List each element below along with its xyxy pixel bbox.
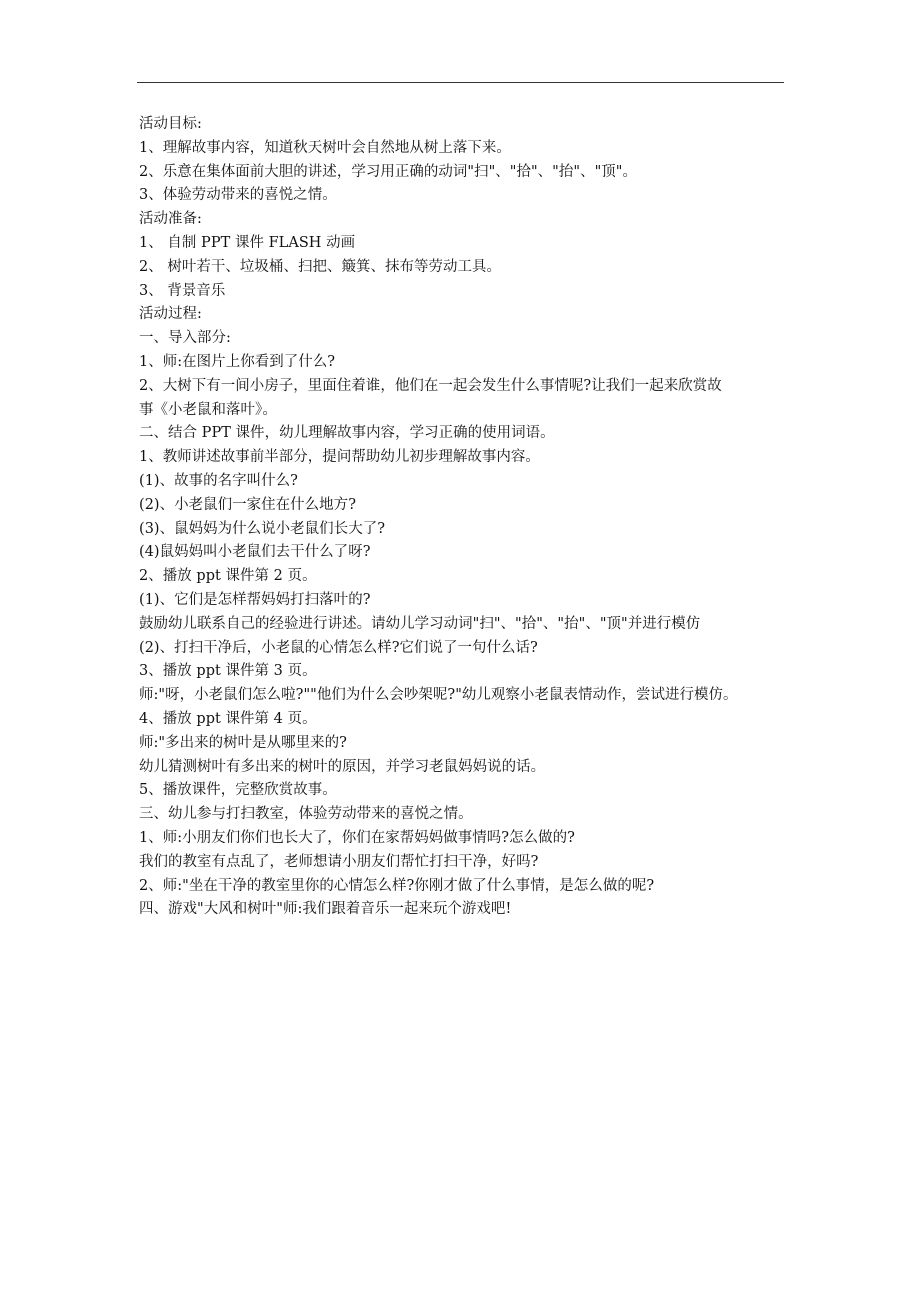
text-line: (2)、打扫干净后，小老鼠的心情怎么样?它们说了一句什么话? [139, 639, 538, 656]
header-rule [137, 82, 784, 83]
text-line: 1、师:在图片上你看到了什么? [139, 353, 336, 370]
text-line: 3、播放 ppt 课件第 3 页。 [139, 663, 317, 680]
text-line: 5、播放课件，完整欣赏故事。 [139, 782, 337, 799]
text-line: 三、幼儿参与打扫教室，体验劳动带来的喜悦之情。 [139, 806, 473, 823]
text-line: 活动准备: [139, 211, 202, 228]
text-line: 活动目标: [139, 116, 202, 132]
text-line: 二、结合 PPT 课件，幼儿理解故事内容，学习正确的使用词语。 [139, 425, 555, 442]
text-line: 1、理解故事内容，知道秋天树叶会自然地从树上落下来。 [139, 139, 511, 156]
text-line: 2、师:"坐在干净的教室里你的心情怎么样?你刚才做了什么事情，是怎么做的呢? [139, 877, 655, 894]
text-line: 活动过程: [139, 306, 202, 323]
text-line: 2、乐意在集体面前大胆的讲述，学习用正确的动词"扫"、"拾"、"抬"、"顶"。 [139, 163, 637, 180]
text-line: 1、教师讲述故事前半部分，提问帮助幼儿初步理解故事内容。 [139, 449, 540, 466]
text-line: (1)、它们是怎样帮妈妈打扫落叶的? [139, 591, 371, 608]
text-line: 一、导入部分: [139, 330, 231, 347]
text-line: (3)、鼠妈妈为什么说小老鼠们长大了? [139, 520, 386, 537]
text-line: 1、师:小朋友们你们也长大了，你们在家帮妈妈做事情吗?怎么做的? [139, 829, 575, 846]
text-line: 师:"多出来的树叶是从哪里来的? [139, 734, 347, 751]
text-line: 2、大树下有一间小房子，里面住着谁，他们在一起会发生什么事情呢?让我们一起来欣赏故 [139, 377, 722, 394]
text-line: (1)、故事的名字叫什么? [139, 472, 298, 489]
text-line: 1、 自制 PPT 课件 FLASH 动画 [139, 234, 356, 251]
text-line: 我们的教室有点乱了，老师想请小朋友们帮忙打扫干净，好吗? [139, 853, 539, 870]
text-line: 2、播放 ppt 课件第 2 页。 [139, 568, 317, 585]
text-line: (4)鼠妈妈叫小老鼠们去干什么了呀? [139, 544, 371, 561]
text-line: 四、游戏"大风和树叶"师:我们跟着音乐一起来玩个游戏吧! [139, 901, 512, 918]
text-line: 3、体验劳动带来的喜悦之情。 [139, 187, 337, 204]
text-line: (2)、小老鼠们一家住在什么地方? [139, 496, 357, 513]
text-line: 事《小老鼠和落叶》。 [139, 401, 277, 418]
document-body [139, 113, 789, 922]
text-line: 鼓励幼儿联系自己的经验进行讲述。请幼儿学习动词"扫"、"拾"、"抬"、"顶"并进行模仿 [139, 615, 701, 632]
text-line: 3、 背景音乐 [139, 282, 226, 299]
text-line: 4、播放 ppt 课件第 4 页。 [139, 710, 317, 727]
text-line: 幼儿猜测树叶有多出来的树叶的原因，并学习老鼠妈妈说的话。 [139, 758, 546, 775]
text-line: 师:"呀，小老鼠们怎么啦?""他们为什么会吵架呢?"幼儿观察小老鼠表情动作，尝试进行模仿。 [139, 687, 738, 704]
text-line: 2、 树叶若干、垃圾桶、扫把、簸箕、抹布等劳动工具。 [139, 258, 502, 275]
